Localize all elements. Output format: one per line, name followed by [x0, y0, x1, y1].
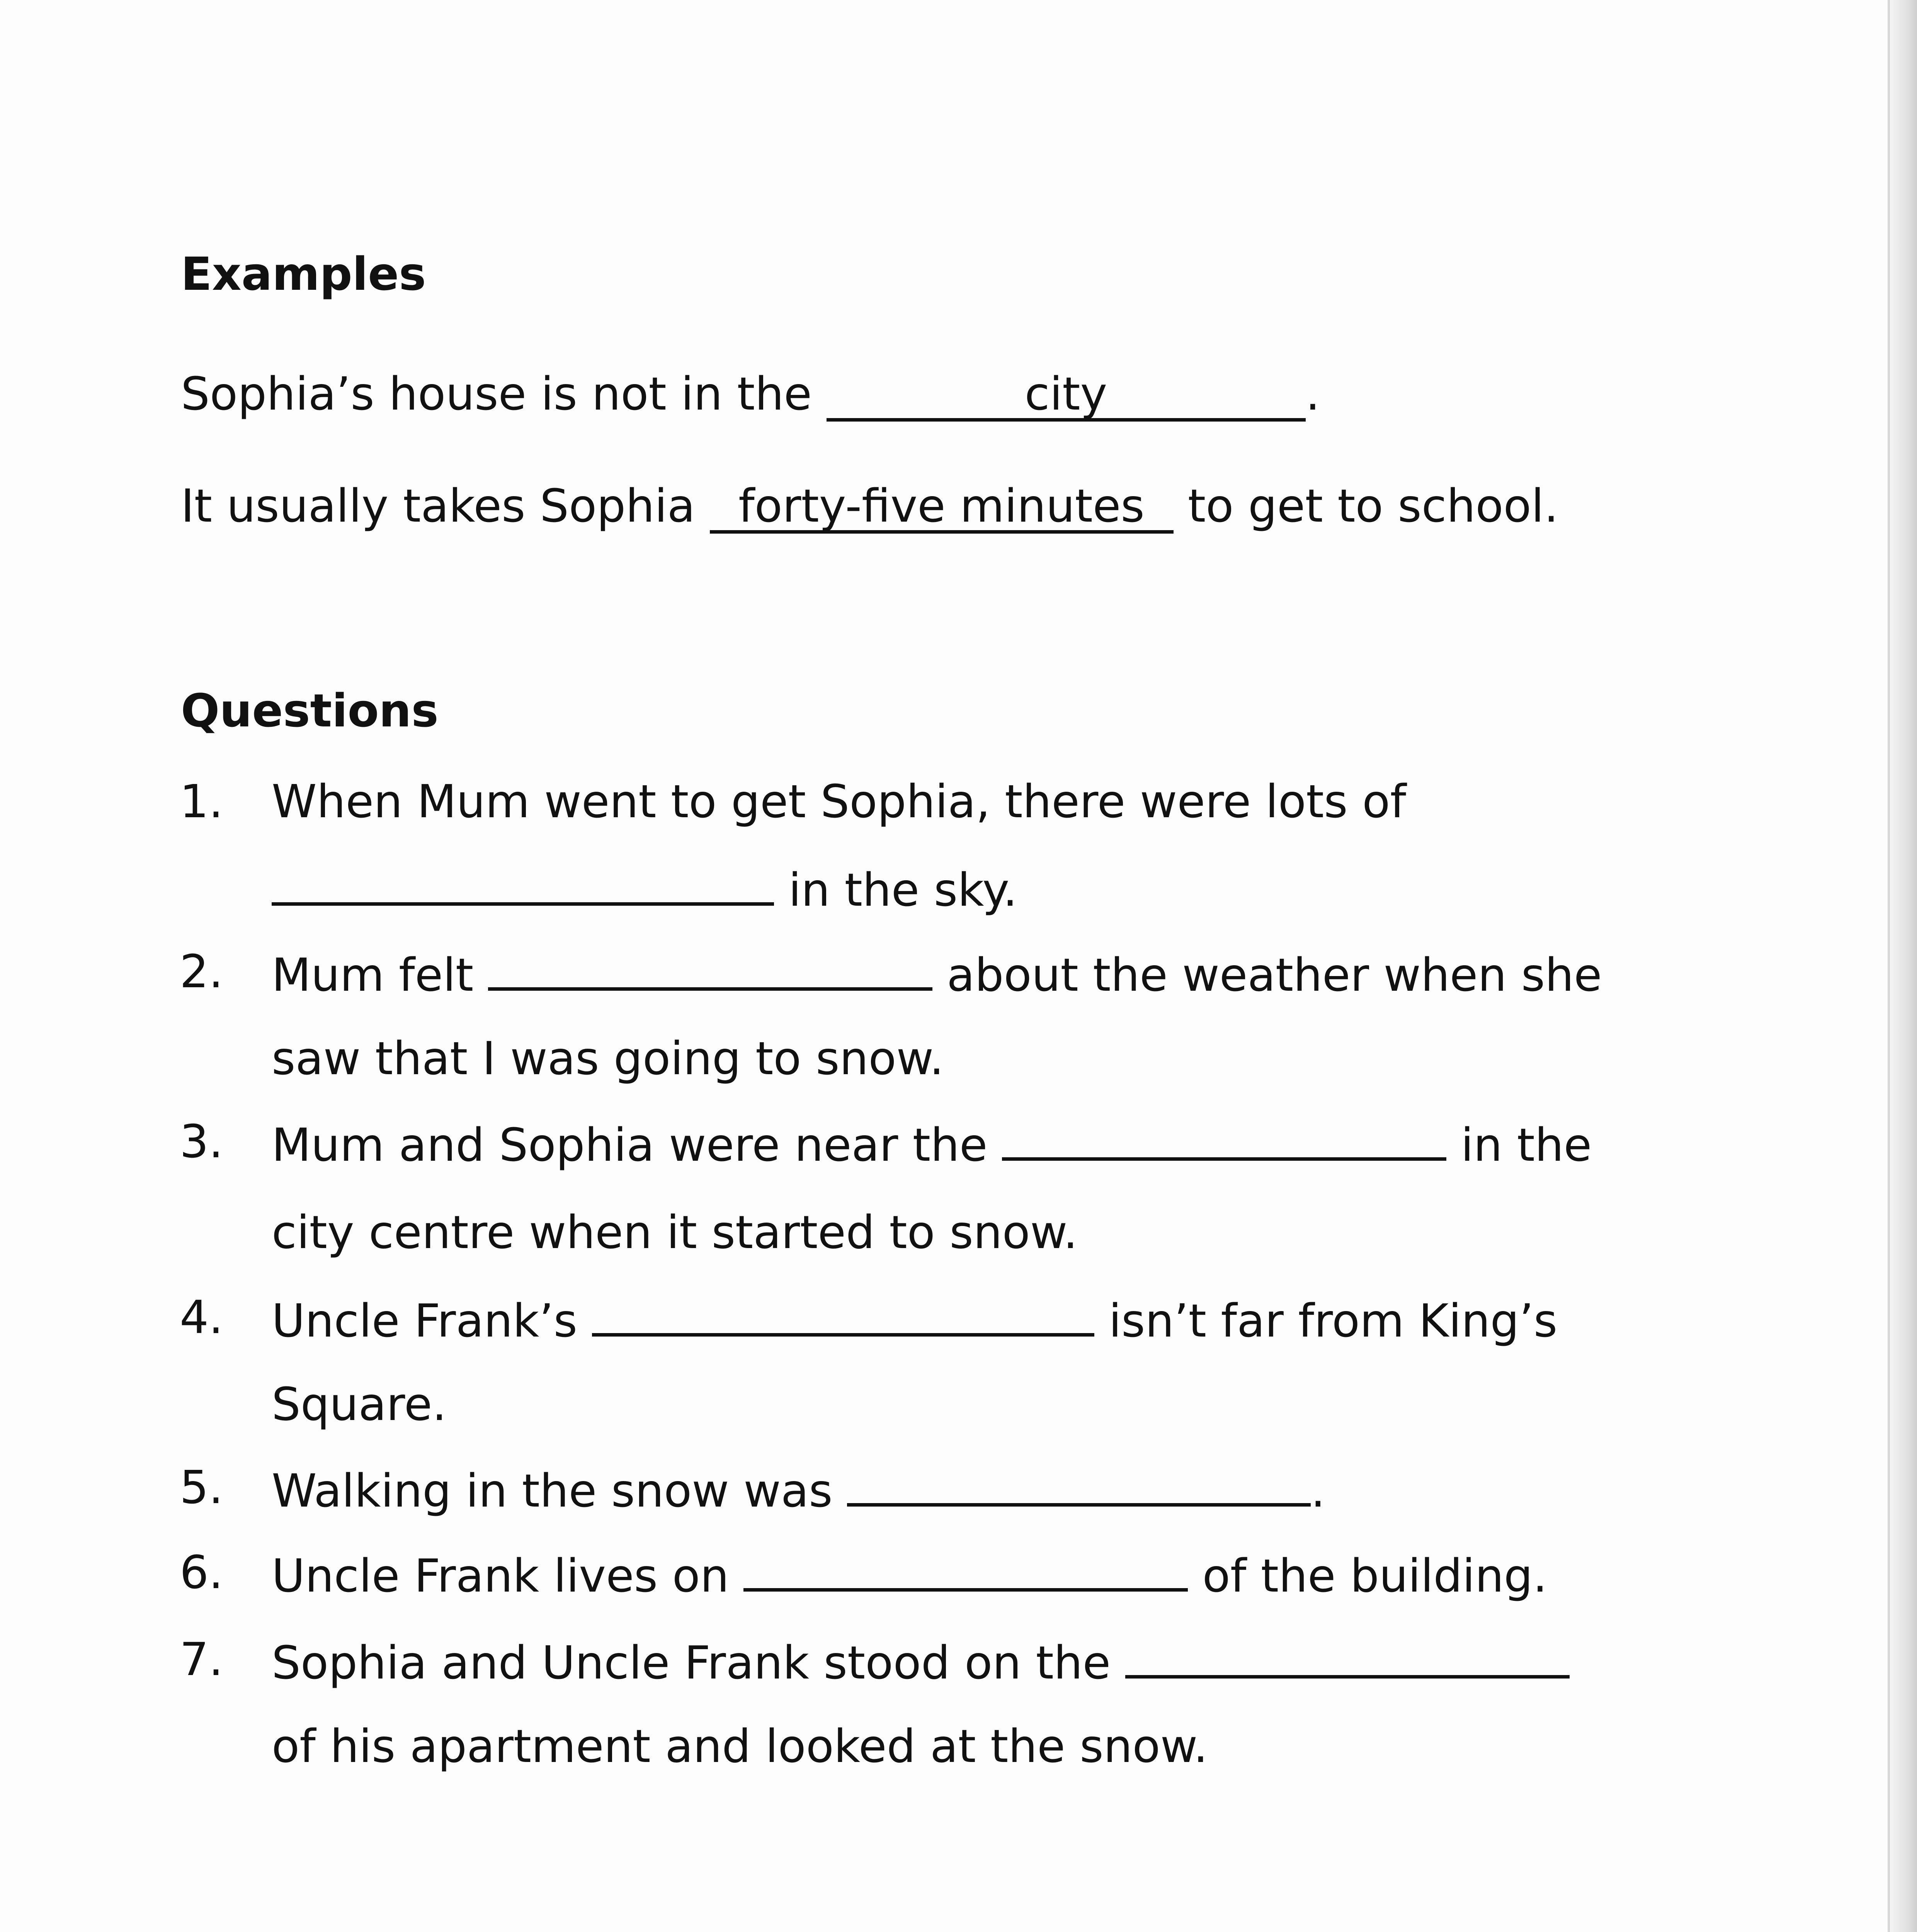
example-1 — [181, 367, 1320, 422]
example-2 — [181, 479, 1559, 534]
question-2-text-before: Mum felt — [272, 948, 474, 1002]
question-6-line-1 — [272, 1549, 1548, 1602]
question-3-text-after: in the — [1461, 1118, 1592, 1172]
question-2-line-2: saw that I was going to snow. — [272, 1032, 944, 1085]
question-1-number: 1. — [180, 775, 223, 828]
question-1-text-after: in the sky. — [788, 863, 1017, 917]
question-3-line-2: city centre when it started to snow. — [272, 1206, 1078, 1259]
question-1-line-2 — [272, 863, 1017, 917]
question-5-text-before: Walking in the snow was — [272, 1464, 833, 1517]
question-5-text-after: . — [1311, 1464, 1325, 1517]
question-5-answer-blank[interactable] — [847, 1464, 1311, 1507]
question-1-answer-blank[interactable] — [272, 864, 774, 906]
question-2-answer-blank[interactable] — [488, 949, 932, 991]
question-4-line-2: Square. — [272, 1378, 447, 1431]
question-5-line-1 — [272, 1464, 1325, 1517]
example-2-text-after: to get to school. — [1188, 479, 1559, 532]
question-3-number: 3. — [180, 1115, 223, 1168]
question-4-text-before: Uncle Frank’s — [272, 1294, 578, 1347]
questions-heading: Questions — [181, 684, 439, 737]
examples-heading: Examples — [181, 247, 426, 301]
question-7-line-1 — [272, 1636, 1570, 1689]
question-4-number: 4. — [180, 1291, 223, 1344]
question-3-text-before: Mum and Sophia were near the — [272, 1118, 988, 1172]
question-7-answer-blank[interactable] — [1125, 1636, 1570, 1679]
question-7-number: 7. — [180, 1633, 223, 1686]
example-2-text-before: It usually takes Sophia — [181, 479, 696, 532]
question-3-line-1 — [272, 1118, 1592, 1172]
example-1-answer: city — [827, 371, 1306, 422]
question-2-number: 2. — [180, 945, 223, 998]
page-edge — [1890, 0, 1917, 1932]
example-2-answer: forty-five minutes — [710, 483, 1174, 534]
question-7-line-2: of his apartment and looked at the snow. — [272, 1719, 1208, 1773]
question-4-answer-blank[interactable] — [592, 1294, 1094, 1337]
question-6-text-after: of the building. — [1202, 1549, 1548, 1602]
question-7-text-before: Sophia and Uncle Frank stood on the — [272, 1636, 1111, 1689]
example-1-text-after: . — [1305, 367, 1320, 420]
question-6-number: 6. — [180, 1546, 223, 1599]
question-2-text-after: about the weather when she — [947, 948, 1602, 1002]
question-5-number: 5. — [180, 1461, 223, 1514]
question-3-answer-blank[interactable] — [1002, 1119, 1446, 1161]
example-1-text-before: Sophia’s house is not in the — [181, 367, 812, 420]
question-6-answer-blank[interactable] — [743, 1549, 1188, 1592]
question-1-line-1: When Mum went to get Sophia, there were lots of — [272, 775, 1406, 828]
question-2-line-1 — [272, 948, 1602, 1002]
question-4-text-after: isn’t far from King’s — [1109, 1294, 1558, 1347]
question-4-line-1 — [272, 1294, 1558, 1347]
question-6-text-before: Uncle Frank lives on — [272, 1549, 729, 1602]
